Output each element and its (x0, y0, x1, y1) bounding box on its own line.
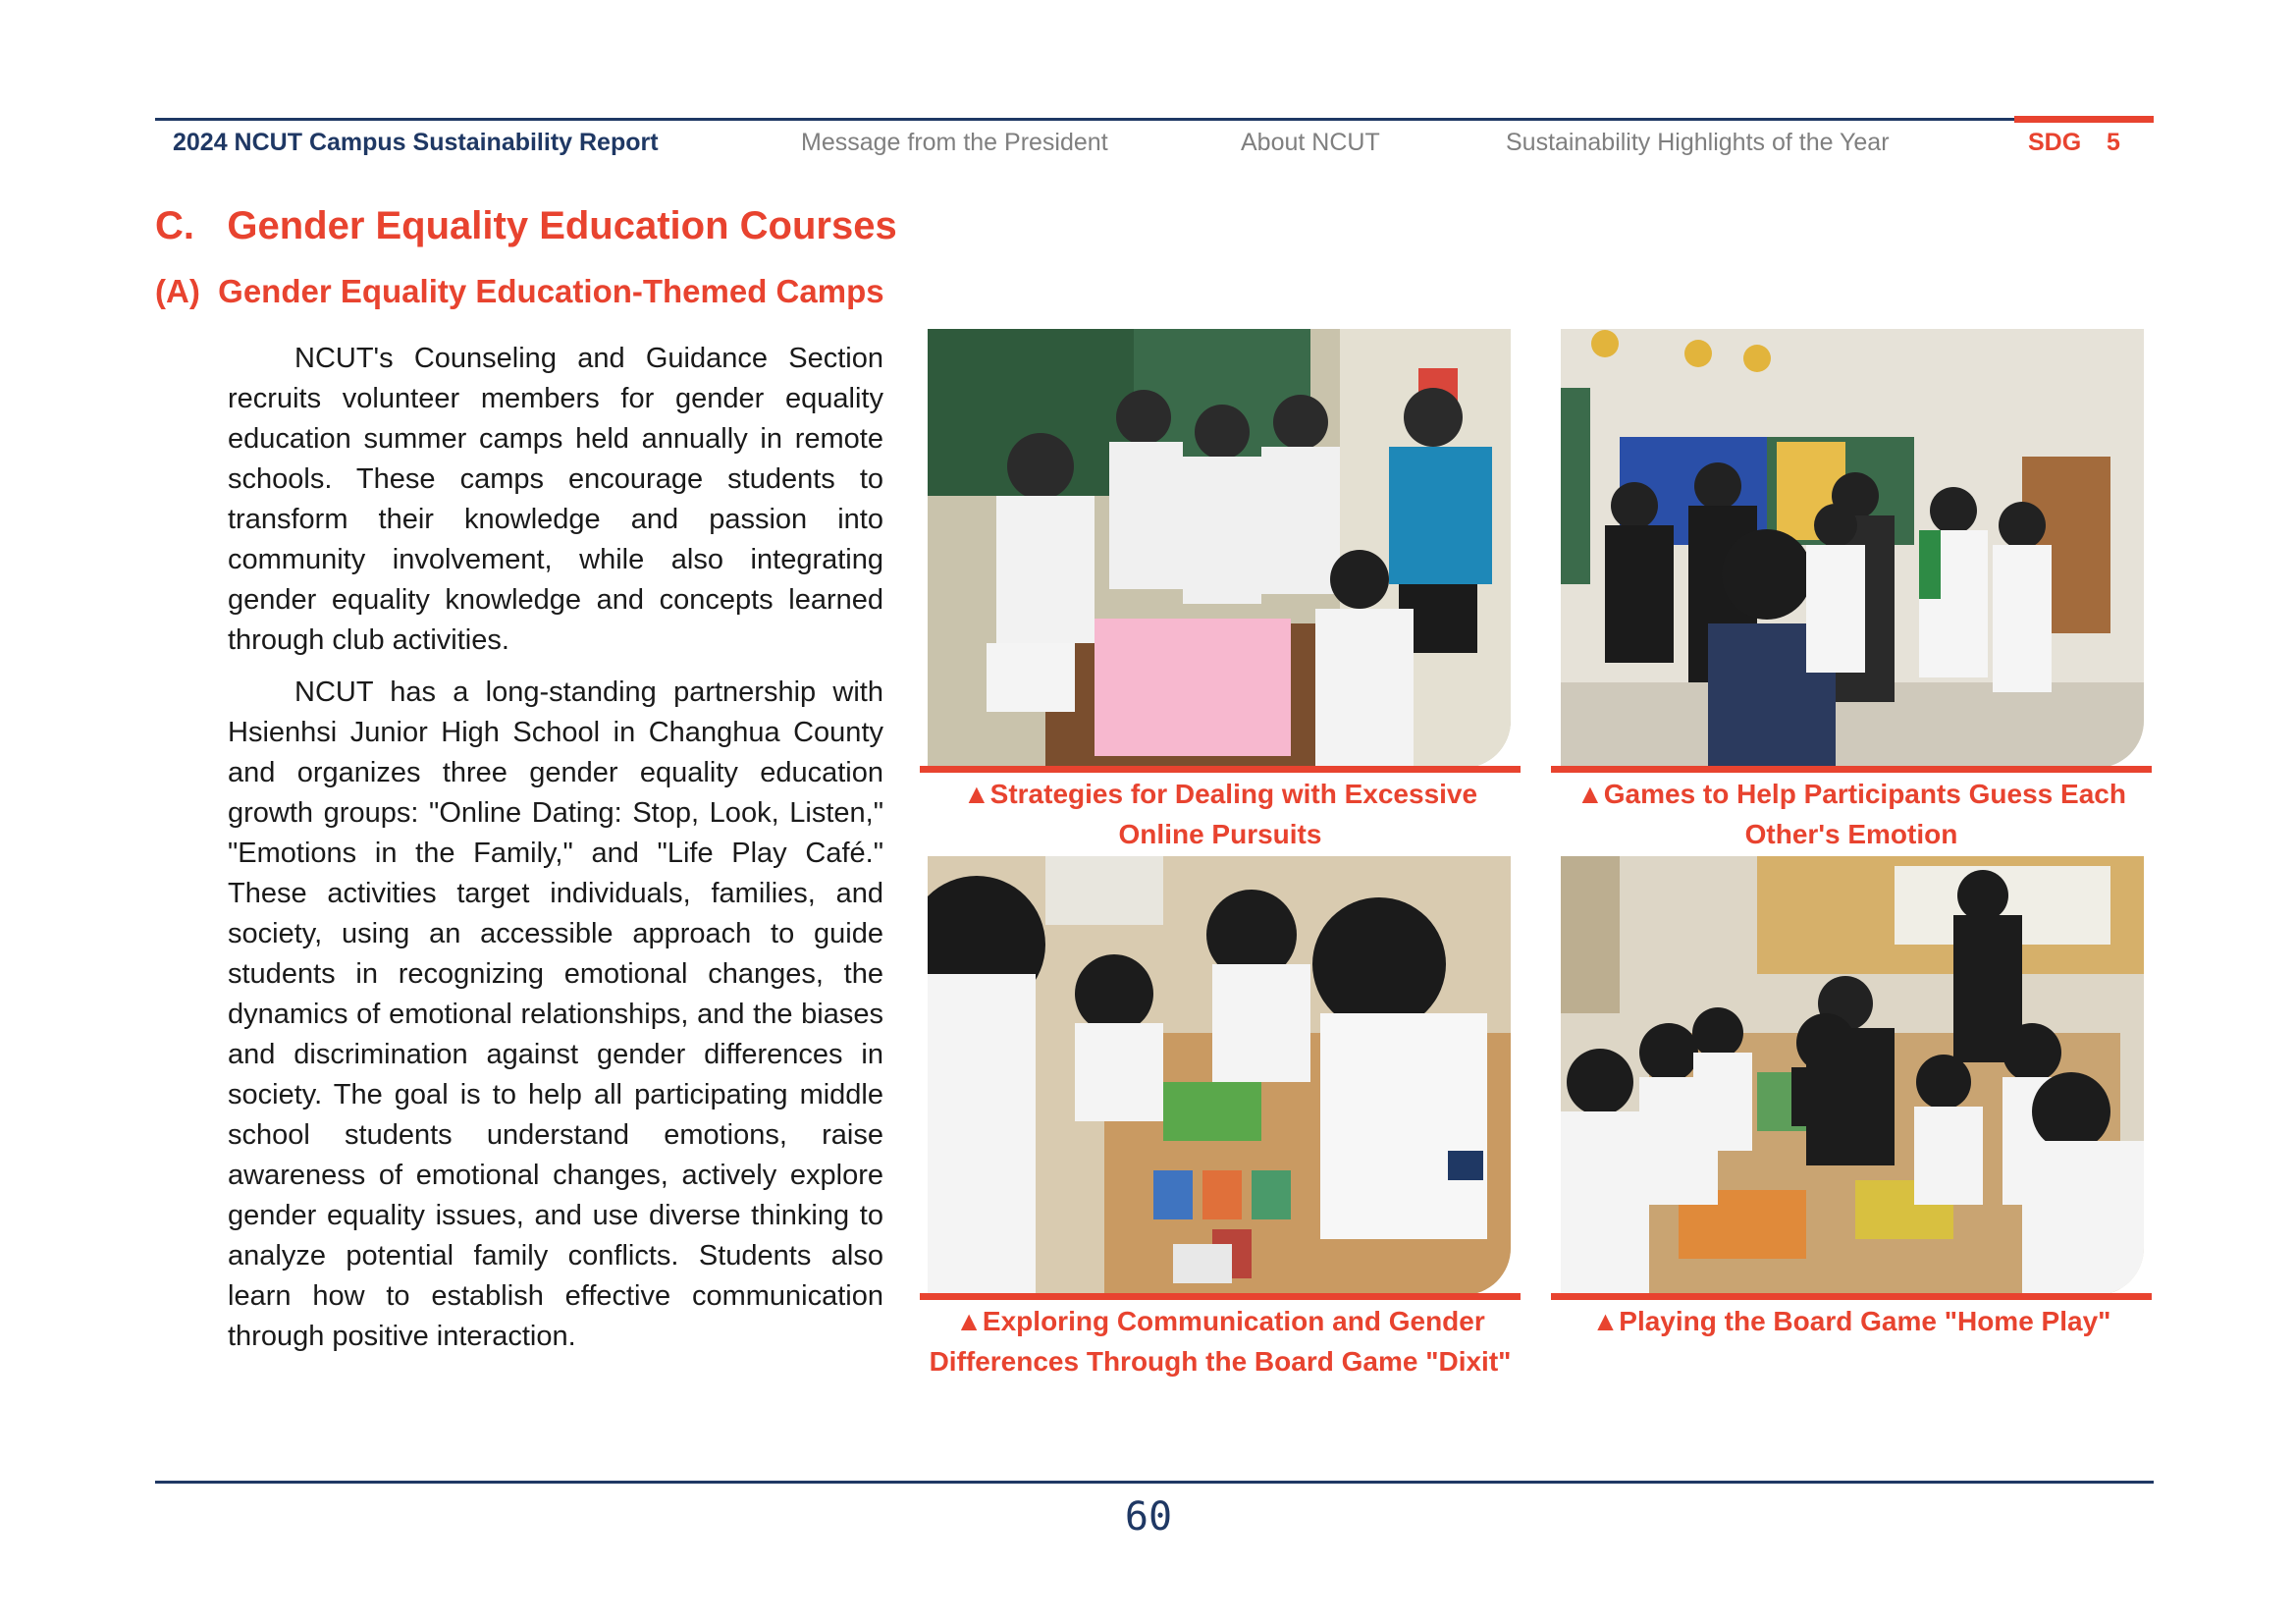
photo-caption: ▲Exploring Communication and Gender Differences Through the Board Game "Dixit" (929, 1306, 1512, 1377)
header-rule (155, 118, 2014, 121)
nav-about-ncut[interactable]: About NCUT (1241, 129, 1380, 156)
photo-caption: ▲Strategies for Dealing with Excessive Online Pursuits (962, 779, 1478, 849)
body-text (228, 339, 883, 1369)
photo-caption: ▲Playing the Board Game "Home Play" (1591, 1306, 2111, 1336)
paragraph: NCUT's Counseling and Guidance Section recruits volunteer members for gender equality education summer camps held annually in remote schools. These camps encourage students to transform their knowledge and passion into community involvement, while also integrating gender equality knowledge and concepts learned through club activities. (228, 343, 883, 656)
photo-home-play-boardgame (1561, 856, 2144, 1295)
paragraph: NCUT has a long-standing partnership with Hsienhsi Junior High School in Changhua County and organizes three gender equality education growth groups: "Online Dating: Stop, Look, Listen," "Emotions in the Family," and "Life Play Café." These activities target individuals, families, and society, using an accessible approach to guide students in recognizing emotional changes, the dynamics of emotional relationships, and the biases and discrimination against gender differences in society. The goal is to help all participating middle school students understand emotions, raise awareness of emotional changes, actively explore gender equality issues, and use diverse thinking to analyze potential family conflicts. Students also learn how to establish effective communication through positive interaction. (228, 677, 883, 1352)
nav-message-from-president[interactable]: Message from the President (801, 129, 1108, 156)
report-title: 2024 NCUT Campus Sustainability Report (173, 129, 659, 156)
sdg-number[interactable]: 5 (2107, 129, 2120, 156)
footer-rule (155, 1481, 2154, 1484)
photo-dixit-boardgame (928, 856, 1511, 1295)
page-number: 60 (1124, 1494, 1173, 1540)
sdg-label[interactable]: SDG (2028, 129, 2082, 156)
photo-classroom-game (1561, 329, 2144, 768)
caption-bar (1551, 766, 2152, 773)
photo-students-poster (928, 329, 1511, 768)
section-subheading: (A) Gender Equality Education-Themed Camps (155, 273, 884, 309)
caption-bar (1551, 1293, 2152, 1300)
header-accent-bar (2014, 116, 2154, 123)
photo-caption: ▲Games to Help Participants Guess Each Other's Emotion (1576, 779, 2126, 849)
section-heading: C. Gender Equality Education Courses (155, 204, 897, 247)
caption-bar (920, 1293, 1521, 1300)
caption-bar (920, 766, 1521, 773)
nav-sustainability-highlights[interactable]: Sustainability Highlights of the Year (1506, 129, 1890, 156)
